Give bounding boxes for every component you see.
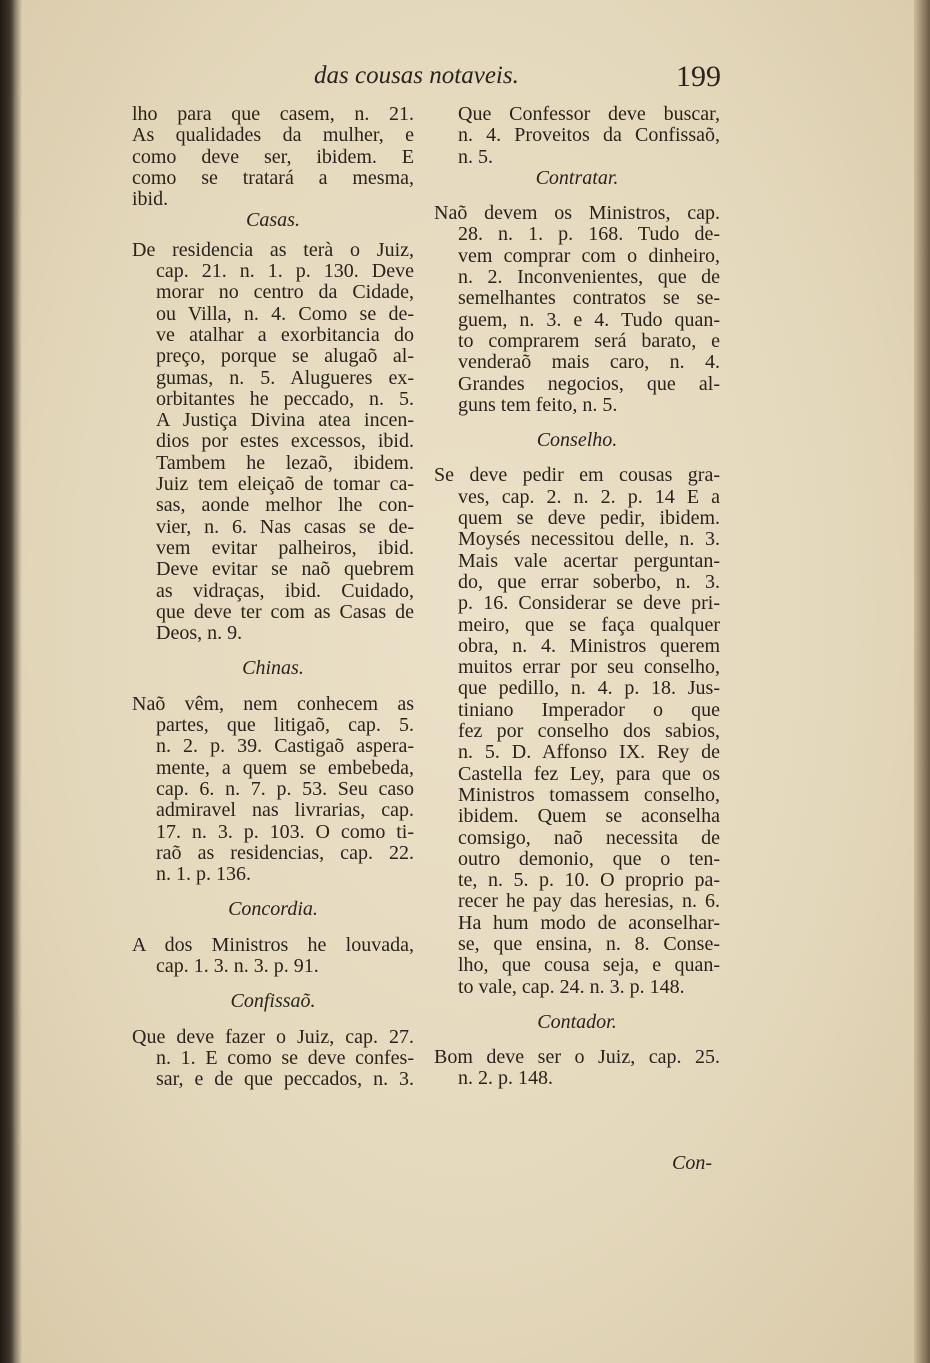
text-line: 28. n. 1. p. 168. Tudo de- bbox=[458, 223, 720, 246]
text-line: como deve ser, ibidem. E bbox=[132, 145, 414, 168]
running-title: das cousas notaveis. bbox=[314, 62, 519, 89]
text-line: recer he pay das heresias, n. 6. bbox=[458, 890, 720, 913]
text-line: que pedillo, n. 4. p. 18. Jus- bbox=[458, 677, 720, 700]
text-line: n. 4. Proveitos da Confissaõ, bbox=[458, 124, 720, 147]
text-line: meiro, que se faça qualquer bbox=[458, 613, 720, 636]
text-line: n. 1. p. 136. bbox=[156, 863, 251, 886]
text-line: vem evitar palheiros, ibid. bbox=[156, 536, 414, 559]
text-line: guem, n. 3. e 4. Tudo quan- bbox=[458, 308, 720, 331]
text-line: lho para que casem, n. 21. bbox=[132, 103, 414, 125]
text-line: te, n. 5. p. 10. O proprio pa- bbox=[458, 869, 720, 892]
text-line: ves, cap. 2. n. 2. p. 14 E a bbox=[458, 485, 720, 508]
text-line: n. 2. p. 39. Castigaõ aspera- bbox=[156, 735, 414, 758]
left-column bbox=[132, 104, 414, 1090]
text-line: comsigo, naõ necessita de bbox=[458, 826, 720, 849]
text-line: to comprarem será barato, e bbox=[458, 329, 720, 352]
text-line: n. 2. p. 148. bbox=[458, 1067, 553, 1090]
text-line: A Justiça Divina atea incen- bbox=[156, 409, 414, 432]
text-line: gumas, n. 5. Alugueres ex- bbox=[156, 366, 414, 389]
text-line: Ministros tomassem conselho, bbox=[458, 783, 720, 806]
text-line: Grandes negocios, que al- bbox=[458, 372, 720, 395]
text-line: outro demonio, que o ten- bbox=[458, 847, 720, 870]
text-line: cap. 6. n. 7. p. 53. Seu caso bbox=[156, 777, 414, 800]
text-line: to vale, cap. 24. n. 3. p. 148. bbox=[458, 975, 685, 998]
text-line: ve atalhar a exorbitancia do bbox=[156, 323, 414, 346]
text-line: Bom deve ser o Juiz, cap. 25. bbox=[434, 1046, 720, 1069]
text-line: partes, que litigaõ, cap. 5. bbox=[156, 714, 414, 737]
section-heading-concordia: Concordia. bbox=[228, 898, 318, 921]
section-heading-conselho: Conselho. bbox=[536, 429, 618, 452]
text-line: se, que ensina, n. 8. Conse- bbox=[458, 932, 720, 955]
right-column bbox=[434, 104, 720, 1090]
text-line: vier, n. 6. Nas casas se de- bbox=[156, 515, 414, 538]
text-line: Ha hum modo de aconselhar- bbox=[458, 911, 720, 934]
text-line: Juiz tem eleiçaõ de tomar ca- bbox=[156, 473, 414, 496]
text-line: semelhantes contratos se se- bbox=[458, 287, 720, 310]
text-line: sas, aonde melhor lhe con- bbox=[156, 494, 414, 517]
text-line: ibid. bbox=[132, 188, 169, 211]
text-line: orbitantes he peccado, n. 5. bbox=[156, 387, 414, 410]
text-line: tiniano Imperador o que bbox=[458, 698, 720, 721]
page-header bbox=[0, 60, 930, 100]
text-line: raõ as residencias, cap. 22. bbox=[156, 841, 414, 864]
book-spine bbox=[0, 0, 22, 1363]
text-line: A dos Ministros he louvada, bbox=[132, 933, 414, 956]
text-line: sar, e de que peccados, n. 3. bbox=[156, 1068, 414, 1091]
text-line: Castella fez Ley, para que os bbox=[458, 762, 720, 785]
section-heading-confissao: Confissaõ. bbox=[230, 990, 316, 1013]
text-line: p. 16. Considerar se deve pri- bbox=[458, 592, 720, 615]
text-line: do, que errar soberbo, n. 3. bbox=[458, 570, 720, 593]
text-line: fez por conselho dos sabios, bbox=[458, 720, 720, 743]
text-line: De residencia as terà o Juiz, bbox=[132, 238, 414, 261]
text-line: Deve evitar se naõ quebrem bbox=[156, 558, 414, 581]
text-line: Moysés necessitou delle, n. 3. bbox=[458, 528, 720, 551]
text-line: Se deve pedir em cousas gra- bbox=[434, 464, 720, 487]
section-heading-casas: Casas. bbox=[246, 209, 300, 232]
text-line: Naõ vêm, nem conhecem as bbox=[132, 692, 414, 715]
text-line: muitos errar por seu conselho, bbox=[458, 656, 720, 679]
text-line: Que Confessor deve buscar, bbox=[458, 103, 720, 125]
text-line: obra, n. 4. Ministros querem bbox=[458, 634, 720, 657]
text-line: 17. n. 3. p. 103. O como ti- bbox=[156, 820, 414, 843]
text-line: admiravel nas livrarias, cap. bbox=[156, 799, 414, 822]
text-line: n. 5. D. Affonso IX. Rey de bbox=[458, 741, 720, 764]
text-line: Deos, n. 9. bbox=[156, 622, 243, 645]
text-line: n. 2. Inconvenientes, que de bbox=[458, 266, 720, 289]
text-line: lho, que cousa seja, e quan- bbox=[458, 954, 720, 977]
section-heading-contador: Contador. bbox=[537, 1010, 617, 1033]
text-line: cap. 1. 3. n. 3. p. 91. bbox=[156, 954, 319, 977]
page-number: 199 bbox=[676, 60, 721, 93]
text-line: Que deve fazer o Juiz, cap. 27. bbox=[132, 1025, 414, 1048]
catchword: Con- bbox=[672, 1152, 712, 1174]
text-line: mente, a quem se embebeda, bbox=[156, 756, 414, 779]
text-line: morar no centro da Cidade, bbox=[156, 281, 414, 304]
text-line: que deve ter com as Casas de bbox=[156, 600, 414, 623]
text-line: preço, porque se alugaõ al- bbox=[156, 345, 414, 368]
text-line: as vidraças, ibid. Cuidado, bbox=[156, 579, 414, 602]
text-line: Mais vale acertar perguntan- bbox=[458, 549, 720, 572]
text-line: cap. 21. n. 1. p. 130. Deve bbox=[156, 260, 414, 283]
text-line: Naõ devem os Ministros, cap. bbox=[434, 202, 720, 225]
section-heading-contratar: Contratar. bbox=[535, 166, 619, 189]
text-line: guns tem feito, n. 5. bbox=[458, 393, 618, 416]
text-line: n. 5. bbox=[458, 145, 493, 168]
text-line: Tambem he lezaõ, ibidem. bbox=[156, 451, 414, 474]
text-line: quem se deve pedir, ibidem. bbox=[458, 507, 720, 530]
text-line: vem comprar com o dinheiro, bbox=[458, 244, 720, 267]
text-line: venderaõ mais caro, n. 4. bbox=[458, 351, 720, 374]
text-line: ibidem. Quem se aconselha bbox=[458, 805, 720, 828]
text-line: ou Villa, n. 4. Como se de- bbox=[156, 302, 414, 325]
text-line: As qualidades da mulher, e bbox=[132, 124, 414, 147]
text-line: dios por estes excessos, ibid. bbox=[156, 430, 414, 453]
text-line: n. 1. E como se deve confes- bbox=[156, 1046, 414, 1069]
section-heading-chinas: Chinas. bbox=[242, 657, 304, 680]
text-line: como se tratará a mesma, bbox=[132, 166, 414, 189]
